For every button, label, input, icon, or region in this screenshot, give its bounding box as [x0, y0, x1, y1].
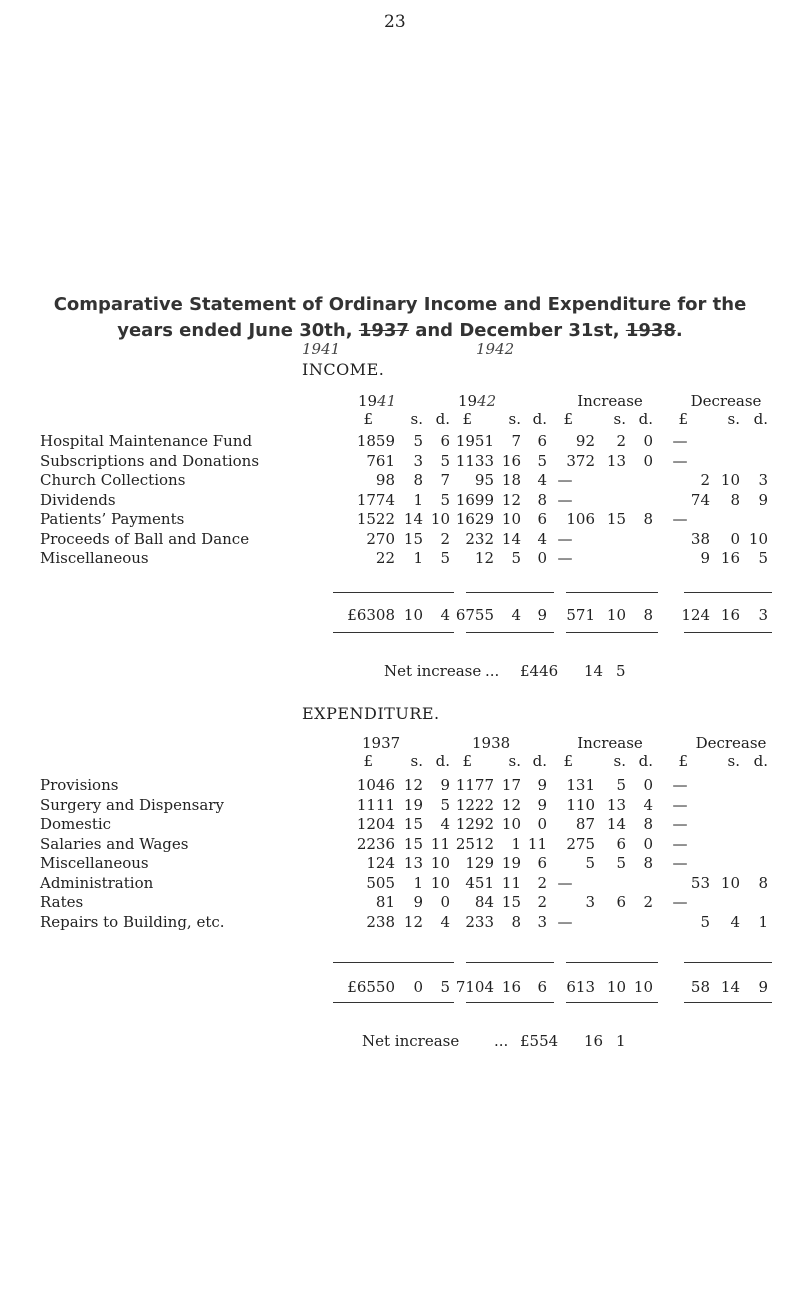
cell-y1-pounds: 505 [366, 873, 395, 892]
unit-pence: d. [753, 752, 768, 770]
cell-y2-shillings: 10 [501, 815, 521, 833]
cell-y2-pence: 2 [537, 873, 547, 892]
cell-dec-shillings: 8 [730, 490, 740, 509]
cell-inc-pence: 8 [643, 815, 653, 833]
cell-y2-pence: 0 [537, 549, 547, 567]
cell-y2-shillings: 12 [501, 490, 521, 509]
total-dec-pounds: 58 [690, 978, 710, 996]
cell-y1-shillings: 9 [413, 893, 423, 911]
total-inc-pounds: 571 [566, 606, 595, 624]
cell-y2-pounds: 12 [474, 549, 494, 567]
cell-y1-pounds: 81 [375, 893, 395, 911]
cell-y2-shillings: 12 [501, 795, 521, 814]
cell-y2-pounds: 1699 [455, 490, 494, 509]
cell-inc-pounds: 5 [585, 854, 595, 872]
cell-y1-pence: 10 [430, 873, 450, 892]
statement-title-line1: Comparative Statement of Ordinary Income and Expenditure for the [53, 294, 747, 315]
cell-dec-pence: 5 [758, 549, 768, 567]
cell-y2-pounds: 232 [465, 529, 494, 548]
cell-y1-pounds: 22 [375, 549, 395, 567]
row-label: Proceeds of Ball and Dance [40, 529, 250, 548]
cell-y1-pence: 5 [440, 549, 450, 567]
expenditure-decrease-header: Decrease [695, 734, 767, 752]
cell-y2-shillings: 10 [501, 510, 521, 528]
cell-inc-shillings: 14 [606, 815, 626, 833]
cell-y2-shillings: 5 [511, 549, 521, 567]
cell-y2-pounds: 1951 [455, 432, 494, 450]
cell-inc-pounds: 372 [566, 451, 595, 470]
cell-dec-shillings: 16 [720, 549, 740, 567]
row-label: Salaries and Wages [40, 834, 189, 853]
handwritten-year-1942: 1942 [476, 340, 515, 358]
unit-pound: £ [462, 410, 472, 428]
total-dec-shillings: 16 [720, 606, 740, 624]
unit-pound: £ [563, 752, 573, 770]
total-dec-shillings: 14 [720, 978, 740, 996]
total-y2-shillings: 4 [511, 606, 521, 624]
unit-pence: d. [435, 410, 450, 428]
unit-pence: d. [638, 752, 653, 770]
cell-y2-pence: 8 [537, 490, 547, 509]
cell-y1-shillings: 15 [403, 834, 423, 853]
cell-inc-shillings: 6 [616, 834, 626, 853]
cell-dec-pence: 9 [758, 490, 768, 509]
cell-y2-pence: 6 [537, 510, 547, 528]
cell-inc-pounds: 275 [566, 834, 595, 853]
cell-y1-pounds: 1204 [356, 815, 395, 833]
cell-dec-dash: — [672, 432, 688, 450]
cell-y2-shillings: 7 [511, 432, 521, 450]
expenditure-increase-header: Increase [577, 734, 643, 752]
cell-y1-shillings: 1 [413, 873, 423, 892]
cell-dec-dash: — [672, 815, 688, 833]
cell-dec-pounds: 38 [690, 529, 710, 548]
cell-inc-shillings: 15 [606, 510, 626, 528]
cell-inc-pounds: 92 [575, 432, 595, 450]
unit-shillings: s. [410, 752, 423, 770]
income-net-ellipsis: ... [485, 662, 500, 680]
unit-pound: £ [462, 752, 472, 770]
cell-y1-shillings: 8 [413, 471, 423, 489]
cell-y2-pence: 0 [537, 815, 547, 833]
cell-y1-pounds: 761 [366, 451, 395, 470]
cell-inc-dash: — [557, 549, 573, 567]
cell-dec-dash: — [672, 776, 688, 794]
row-label: Repairs to Building, etc. [40, 912, 225, 931]
cell-y1-pence: 10 [430, 510, 450, 528]
cell-dec-dash: — [672, 834, 688, 853]
rule-above-total [466, 962, 554, 963]
row-label: Church Collections [40, 471, 186, 489]
cell-inc-dash: — [557, 471, 573, 489]
cell-y1-pence: 5 [440, 490, 450, 509]
struck-year-1938: 1938 [625, 320, 676, 341]
income-col-year1: 1941 [358, 392, 397, 410]
cell-inc-pounds: 110 [566, 795, 595, 814]
cell-inc-shillings: 5 [616, 776, 626, 794]
cell-y2-pounds: 84 [474, 893, 494, 911]
rule-below-total [466, 632, 554, 633]
cell-dec-pence: 10 [748, 529, 768, 548]
unit-pence: d. [435, 752, 450, 770]
cell-y1-pence: 5 [440, 451, 450, 470]
cell-y2-pounds: 2512 [455, 834, 494, 853]
unit-pound: £ [678, 410, 688, 428]
cell-dec-pounds: 5 [700, 912, 710, 931]
cell-y1-pounds: 238 [366, 912, 395, 931]
cell-y1-pence: 7 [440, 471, 450, 489]
cell-y1-shillings: 3 [413, 451, 423, 470]
cell-y1-shillings: 15 [403, 815, 423, 833]
cell-y1-pounds: 1774 [356, 490, 395, 509]
cell-y2-pounds: 1629 [455, 510, 494, 528]
total-dec-pence: 9 [758, 978, 768, 996]
unit-pence: d. [532, 410, 547, 428]
unit-pound: £ [563, 410, 573, 428]
rule-above-total [333, 962, 454, 963]
cell-y1-shillings: 12 [403, 776, 423, 794]
cell-y1-pence: 4 [440, 912, 450, 931]
unit-shillings: s. [727, 752, 740, 770]
cell-inc-pence: 8 [643, 854, 653, 872]
cell-inc-pounds: 106 [566, 510, 595, 528]
net-shillings: 16 [584, 1032, 604, 1050]
total-y2-pounds: 7104 [455, 978, 494, 996]
expenditure-col-year2: 1938 [472, 734, 511, 752]
rule-above-total [566, 592, 658, 593]
row-label: Miscellaneous [40, 854, 149, 872]
cell-dec-dash: — [672, 451, 688, 470]
cell-y1-pounds: 1859 [356, 432, 395, 450]
cell-y2-shillings: 15 [501, 893, 521, 911]
rule-below-total [566, 632, 658, 633]
cell-y1-shillings: 13 [403, 854, 423, 872]
total-y1-pounds: £6308 [347, 606, 395, 624]
cell-inc-pence: 4 [643, 795, 653, 814]
net-pence: 5 [616, 662, 626, 680]
cell-y2-pounds: 1177 [455, 776, 494, 794]
cell-y2-pence: 9 [537, 795, 547, 814]
total-y2-pence: 6 [537, 978, 547, 996]
cell-dec-pounds: 74 [690, 490, 710, 509]
total-inc-shillings: 10 [606, 606, 626, 624]
cell-dec-pence: 8 [758, 873, 768, 892]
cell-y1-pounds: 2236 [356, 834, 395, 853]
cell-dec-pounds: 9 [700, 549, 710, 567]
rule-below-total [466, 1002, 554, 1003]
row-label: Domestic [40, 815, 112, 833]
cell-inc-shillings: 6 [616, 893, 626, 911]
cell-y1-shillings: 12 [403, 912, 423, 931]
unit-shillings: s. [508, 410, 521, 428]
cell-inc-shillings: 5 [616, 854, 626, 872]
cell-y2-pence: 11 [527, 834, 547, 853]
cell-y2-pounds: 95 [474, 471, 494, 489]
total-y2-pence: 9 [537, 606, 547, 624]
total-y1-pence: 4 [440, 606, 450, 624]
cell-y1-pence: 0 [440, 893, 450, 911]
cell-y1-pence: 11 [430, 834, 450, 853]
cell-y2-shillings: 8 [511, 912, 521, 931]
rule-above-total [466, 592, 554, 593]
cell-y1-pounds: 124 [366, 854, 395, 872]
total-y2-pounds: 6755 [455, 606, 494, 624]
struck-year-1937: 1937 [358, 320, 409, 341]
net-pounds: £446 [520, 662, 559, 680]
cell-y2-pence: 4 [537, 529, 547, 548]
cell-y1-pounds: 270 [366, 529, 395, 548]
cell-y2-pence: 3 [537, 912, 547, 931]
cell-dec-dash: — [672, 510, 688, 528]
cell-y1-shillings: 14 [403, 510, 423, 528]
unit-shillings: s. [613, 410, 626, 428]
total-y1-shillings: 10 [403, 606, 423, 624]
row-label: Administration [40, 873, 154, 892]
total-dec-pounds: 124 [681, 606, 710, 624]
rule-below-total [566, 1002, 658, 1003]
rule-above-total [333, 592, 454, 593]
cell-y1-pence: 4 [440, 815, 450, 833]
cell-inc-pence: 0 [643, 776, 653, 794]
total-inc-pence: 8 [643, 606, 653, 624]
unit-pound: £ [678, 752, 688, 770]
cell-y1-shillings: 1 [413, 549, 423, 567]
cell-y2-pounds: 1292 [455, 815, 494, 833]
cell-inc-shillings: 13 [606, 451, 626, 470]
net-pounds: £554 [520, 1032, 559, 1050]
cell-y2-pence: 5 [537, 451, 547, 470]
cell-inc-pence: 0 [643, 451, 653, 470]
income-increase-header: Increase [577, 392, 643, 410]
cell-y1-pence: 10 [430, 854, 450, 872]
cell-inc-pence: 0 [643, 834, 653, 853]
row-label: Provisions [40, 776, 119, 794]
expenditure-heading: EXPENDITURE. [302, 704, 440, 723]
total-dec-pence: 3 [758, 606, 768, 624]
cell-y1-shillings: 19 [403, 795, 423, 814]
income-heading: INCOME. [302, 360, 385, 379]
cell-inc-pence: 8 [643, 510, 653, 528]
unit-shillings: s. [727, 410, 740, 428]
cell-inc-pence: 0 [643, 432, 653, 450]
cell-dec-dash: — [672, 795, 688, 814]
cell-y2-pounds: 1222 [455, 795, 494, 814]
cell-dec-pence: 1 [758, 912, 768, 931]
row-label: Dividends [40, 490, 116, 509]
cell-y1-pounds: 1046 [356, 776, 395, 794]
cell-y2-pence: 2 [537, 893, 547, 911]
cell-y1-pence: 2 [440, 529, 450, 548]
cell-inc-dash: — [557, 490, 573, 509]
cell-dec-shillings: 10 [720, 873, 740, 892]
cell-y1-pounds: 1522 [356, 510, 395, 528]
row-label: Rates [40, 893, 84, 911]
cell-y2-shillings: 14 [501, 529, 521, 548]
cell-y2-pounds: 1133 [455, 451, 494, 470]
statement-title-line2: years ended June 30th, 1937 and December 31st, 1938. [117, 320, 683, 341]
unit-shillings: s. [410, 410, 423, 428]
page-number: 23 [384, 12, 406, 32]
cell-dec-shillings: 0 [730, 529, 740, 548]
cell-y1-pounds: 1111 [356, 795, 395, 814]
cell-dec-pounds: 53 [690, 873, 710, 892]
cell-y2-pounds: 129 [465, 854, 494, 872]
cell-y2-pence: 9 [537, 776, 547, 794]
unit-pence: d. [532, 752, 547, 770]
cell-y2-shillings: 11 [501, 873, 521, 892]
income-decrease-header: Decrease [690, 392, 762, 410]
total-y1-pence: 5 [440, 978, 450, 996]
rule-above-total [684, 592, 772, 593]
handwritten-year-1941: 1941 [302, 340, 341, 358]
cell-y2-pounds: 233 [465, 912, 494, 931]
rule-above-total [684, 962, 772, 963]
cell-y2-shillings: 1 [511, 834, 521, 853]
unit-shillings: s. [508, 752, 521, 770]
cell-inc-pounds: 3 [585, 893, 595, 911]
row-label: Surgery and Dispensary [40, 795, 224, 814]
cell-inc-pounds: 87 [575, 815, 595, 833]
cell-y2-pence: 4 [537, 471, 547, 489]
total-inc-pounds: 613 [566, 978, 595, 996]
unit-pence: d. [753, 410, 768, 428]
unit-pound: £ [363, 752, 373, 770]
total-inc-shillings: 10 [606, 978, 626, 996]
net-pence: 1 [616, 1032, 626, 1050]
row-label: Miscellaneous [40, 549, 149, 567]
cell-y2-pounds: 451 [465, 873, 494, 892]
rule-below-total [333, 632, 454, 633]
row-label: Patients’ Payments [40, 510, 185, 528]
rule-above-total [566, 962, 658, 963]
cell-y1-pence: 5 [440, 795, 450, 814]
total-y1-pounds: £6550 [347, 978, 395, 996]
total-inc-pence: 10 [633, 978, 653, 996]
cell-y1-pence: 6 [440, 432, 450, 450]
income-net-increase-label: Net increase [384, 662, 482, 680]
cell-y1-shillings: 5 [413, 432, 423, 450]
cell-inc-pence: 2 [643, 893, 653, 911]
expenditure-net-increase-label: Net increase [362, 1032, 460, 1050]
cell-y2-pence: 6 [537, 432, 547, 450]
cell-y1-pence: 9 [440, 776, 450, 794]
income-col-year2: 1942 [458, 392, 497, 410]
expenditure-net-ellipsis: ... [494, 1032, 509, 1050]
cell-inc-dash: — [557, 912, 573, 931]
cell-dec-pounds: 2 [700, 471, 710, 489]
cell-inc-shillings: 2 [616, 432, 626, 450]
cell-y2-shillings: 19 [501, 854, 521, 872]
cell-inc-dash: — [557, 529, 573, 548]
cell-inc-dash: — [557, 873, 573, 892]
cell-y1-shillings: 15 [403, 529, 423, 548]
cell-dec-dash: — [672, 893, 688, 911]
rule-below-total [684, 632, 772, 633]
cell-y2-shillings: 17 [501, 776, 521, 794]
cell-dec-shillings: 4 [730, 912, 740, 931]
cell-y2-shillings: 16 [501, 451, 521, 470]
cell-inc-pounds: 131 [566, 776, 595, 794]
cell-y1-shillings: 1 [413, 490, 423, 509]
cell-y2-pence: 6 [537, 854, 547, 872]
cell-y2-shillings: 18 [501, 471, 521, 489]
cell-inc-shillings: 13 [606, 795, 626, 814]
expenditure-col-year1: 1937 [362, 734, 401, 752]
rule-below-total [333, 1002, 454, 1003]
unit-shillings: s. [613, 752, 626, 770]
cell-dec-shillings: 10 [720, 471, 740, 489]
cell-dec-dash: — [672, 854, 688, 872]
unit-pence: d. [638, 410, 653, 428]
row-label: Hospital Maintenance Fund [40, 432, 253, 450]
total-y2-shillings: 16 [501, 978, 521, 996]
total-y1-shillings: 0 [413, 978, 423, 996]
rule-below-total [684, 1002, 772, 1003]
cell-y1-pounds: 98 [375, 471, 395, 489]
unit-pound: £ [363, 410, 373, 428]
cell-dec-pence: 3 [758, 471, 768, 489]
net-shillings: 14 [584, 662, 604, 680]
row-label: Subscriptions and Donations [40, 451, 260, 470]
